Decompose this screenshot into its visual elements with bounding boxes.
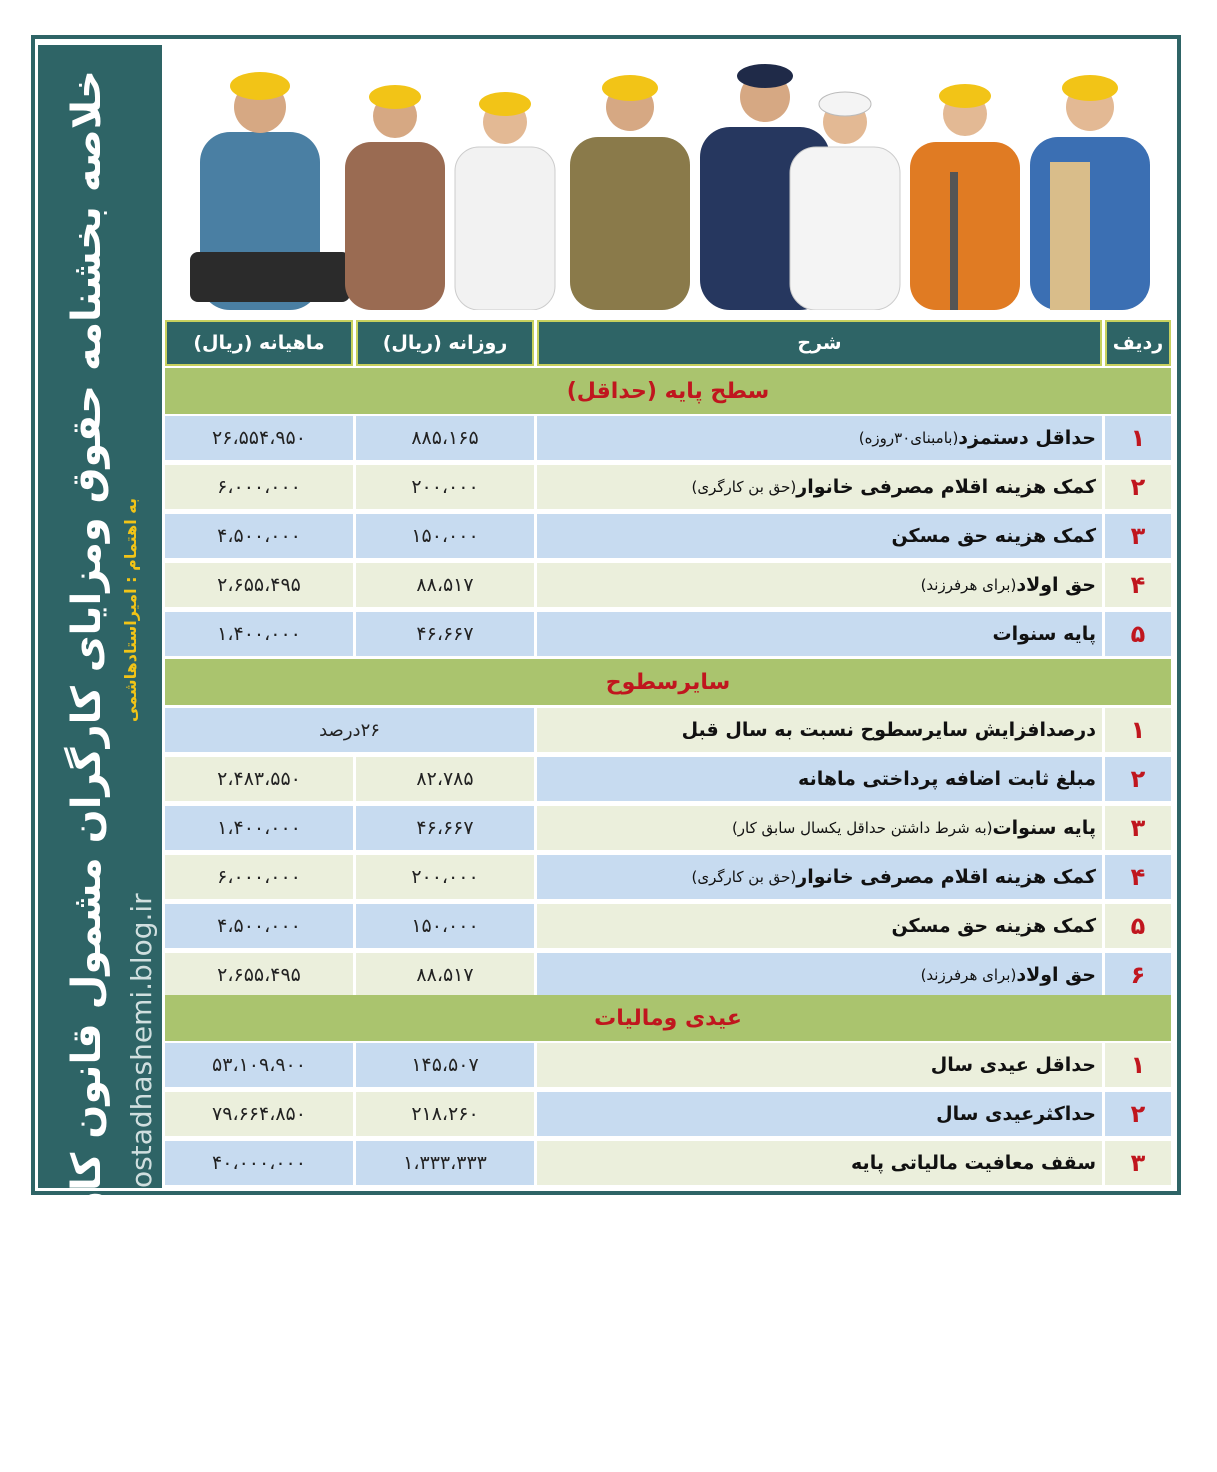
blog-watermark: ostadhashemi.blog.ir — [125, 893, 158, 1188]
row-description: پایه سنوات (به شرط داشتن حداقل یکسال سابق کار) — [537, 806, 1102, 850]
row-description: کمک هزینه اقلام مصرفی خانوار (حق بن کارگری) — [537, 855, 1102, 899]
monthly-value: ۲،۴۸۳،۵۵۰ — [165, 757, 353, 801]
header-daily: روزانه (ریال) — [356, 320, 534, 366]
daily-value: ۸۸،۵۱۷ — [356, 563, 534, 607]
row-number: ۴ — [1105, 855, 1171, 899]
daily-value: ۸۲،۷۸۵ — [356, 757, 534, 801]
row-number: ۱ — [1105, 708, 1171, 752]
row-description: کمک هزینه حق مسکن — [537, 904, 1102, 948]
row-description: کمک هزینه حق مسکن — [537, 514, 1102, 558]
daily-value: ۱،۳۳۳،۳۳۳ — [356, 1141, 534, 1185]
daily-value: ۴۶،۶۶۷ — [356, 612, 534, 656]
daily-value: ۱۴۵،۵۰۷ — [356, 1043, 534, 1087]
daily-value: ۱۵۰،۰۰۰ — [356, 514, 534, 558]
monthly-value: ۱،۴۰۰،۰۰۰ — [165, 806, 353, 850]
row-description: حق اولاد (برای هرفرزند) — [537, 563, 1102, 607]
monthly-value: ۴،۵۰۰،۰۰۰ — [165, 514, 353, 558]
header-monthly: ماهیانه (ریال) — [165, 320, 353, 366]
monthly-value: ۷۹،۶۶۴،۸۵۰ — [165, 1092, 353, 1136]
monthly-value: ۲،۶۵۵،۴۹۵ — [165, 953, 353, 997]
workers-photo — [170, 52, 1166, 310]
row-number: ۲ — [1105, 465, 1171, 509]
row-number: ۵ — [1105, 612, 1171, 656]
row-number: ۱ — [1105, 1043, 1171, 1087]
header-row-number: ردیف — [1105, 320, 1171, 366]
row-description: حداقل عیدی سال — [537, 1043, 1102, 1087]
row-number: ۳ — [1105, 806, 1171, 850]
monthly-value: ۱،۴۰۰،۰۰۰ — [165, 612, 353, 656]
row-number: ۳ — [1105, 1141, 1171, 1185]
row-number: ۲ — [1105, 757, 1171, 801]
workers-illustration — [170, 52, 1166, 310]
row-description: حق اولاد (برای هرفرزند) — [537, 953, 1102, 997]
monthly-value: ۶،۰۰۰،۰۰۰ — [165, 855, 353, 899]
row-description: درصدافزایش سایرسطوح نسبت به سال قبل — [537, 708, 1102, 752]
daily-value: ۲۱۸،۲۶۰ — [356, 1092, 534, 1136]
monthly-value: ۴،۵۰۰،۰۰۰ — [165, 904, 353, 948]
monthly-value: ۶،۰۰۰،۰۰۰ — [165, 465, 353, 509]
monthly-value: ۵۳،۱۰۹،۹۰۰ — [165, 1043, 353, 1087]
monthly-value: ۲،۶۵۵،۴۹۵ — [165, 563, 353, 607]
header-description: شرح — [537, 320, 1102, 366]
daily-value: ۲۰۰،۰۰۰ — [356, 855, 534, 899]
row-number: ۱ — [1105, 416, 1171, 460]
row-number: ۴ — [1105, 563, 1171, 607]
row-number: ۶ — [1105, 953, 1171, 997]
row-description: کمک هزینه اقلام مصرفی خانوار (حق بن کارگری) — [537, 465, 1102, 509]
row-description: مبلغ ثابت اضافه پرداختی ماهانه — [537, 757, 1102, 801]
author-credit: به اهتمام : امیراستادهاشمی — [121, 498, 140, 722]
daily-value: ۴۶،۶۶۷ — [356, 806, 534, 850]
daily-value: ۱۵۰،۰۰۰ — [356, 904, 534, 948]
row-description: حداقل دستمزد (بامبنای۳۰روزه) — [537, 416, 1102, 460]
row-description: سقف معافیت مالیاتی پایه — [537, 1141, 1102, 1185]
monthly-value: ۴۰،۰۰۰،۰۰۰ — [165, 1141, 353, 1185]
row-description: پایه سنوات — [537, 612, 1102, 656]
row-number: ۵ — [1105, 904, 1171, 948]
vertical-title: خلاصه بخشنامه حقوق ومزایای کارگران مشمول قانون کار درسال ۱۴۰۰ — [64, 70, 110, 1472]
daily-value: ۲۰۰،۰۰۰ — [356, 465, 534, 509]
row-number: ۳ — [1105, 514, 1171, 558]
monthly-value: ۲۶،۵۵۴،۹۵۰ — [165, 416, 353, 460]
row-description: حداکثرعیدی سال — [537, 1092, 1102, 1136]
section-title: سایرسطوح — [165, 659, 1171, 705]
daily-value: ۸۸۵،۱۶۵ — [356, 416, 534, 460]
section-title: عیدی ومالیات — [165, 995, 1171, 1041]
row-number: ۲ — [1105, 1092, 1171, 1136]
percent-increase-value: ۲۶درصد — [165, 708, 534, 752]
section-title: سطح پایه (حداقل) — [165, 368, 1171, 414]
daily-value: ۸۸،۵۱۷ — [356, 953, 534, 997]
